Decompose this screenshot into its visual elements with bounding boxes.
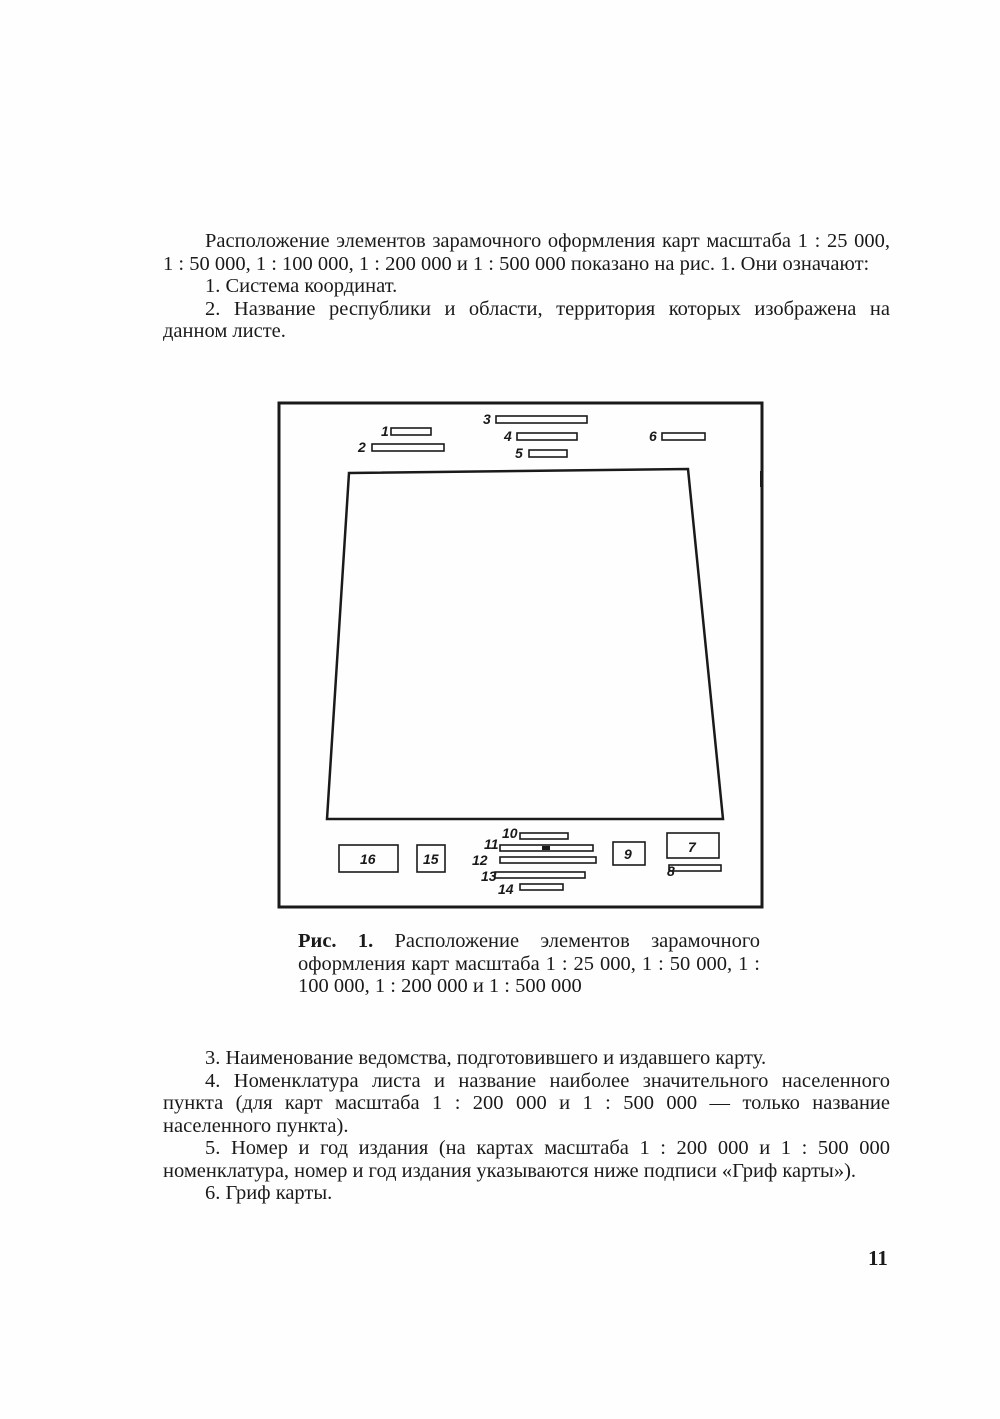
label-2: 2 [358,439,366,455]
list-item-6: 6. Гриф карты. [205,1182,333,1204]
label-6: 6 [649,428,657,444]
element-10-bar [520,833,568,839]
figure-1 [277,401,764,909]
label-13: 13 [481,868,497,884]
label-3: 3 [483,411,491,427]
label-10: 10 [502,825,518,841]
element-3-bar [496,416,587,423]
list-item-5: 5. Номер и год издания (на картах масштаба 1 : 200 000 и 1 : 500 000 номенклатура, номер и год издания указываются ниже подписи «Гриф карты»). [163,1137,890,1182]
label-5: 5 [515,445,523,461]
layout-diagram [277,401,764,909]
caption-label: Рис. 1. [298,930,374,952]
map-frame [327,469,723,819]
label-15: 15 [423,851,439,867]
label-8: 8 [667,863,675,879]
element-12-bar [500,857,596,863]
list-item-1: 1. Система координат. [205,275,398,297]
element-2-bar [372,444,444,451]
label-9: 9 [624,846,632,862]
label-12: 12 [472,852,488,868]
label-4: 4 [504,428,512,444]
element-11-mark [542,846,550,850]
list-item-4: 4. Номенклатура листа и название наиболее значительного населенного пункта (для карт масштаба 1 : 200 000 и 1 : 500 000 — только название населенного пункта). [163,1069,890,1137]
list-item-2: 2. Название республики и области, территория которых изображена на данном листе. [163,297,890,342]
label-11: 11 [484,836,499,852]
element-4-bar [517,433,577,440]
element-1-bar [391,428,431,435]
element-5-bar [529,450,567,457]
element-14-bar [520,884,563,890]
intro-text [163,230,890,343]
element-13-bar [495,872,585,878]
intro-paragraph: Расположение элементов зарамочного оформления карт масштаба 1 : 25 000, 1 : 50 000, 1 : 100 000, 1 : 200 000 и 1 : 500 000 показано на рис. 1. Они означают: [163,230,890,275]
element-6-bar [662,433,705,440]
figure-caption [298,930,760,998]
label-14: 14 [498,881,514,897]
page-number: 11 [868,1246,888,1270]
label-7: 7 [688,839,696,855]
caption-text: Расположение элементов зарамочного оформления карт масштаба 1 : 25 000, 1 : 50 000, 1 : 100 000, 1 : 200 000 и 1 : 500 000 [298,930,761,997]
list-item-3: 3. Наименование ведомства, подготовившего и издавшего карту. [205,1047,767,1069]
label-1: 1 [381,423,389,439]
label-16: 16 [360,851,376,867]
outro-text [163,1047,890,1205]
element-8-bar [669,865,721,871]
